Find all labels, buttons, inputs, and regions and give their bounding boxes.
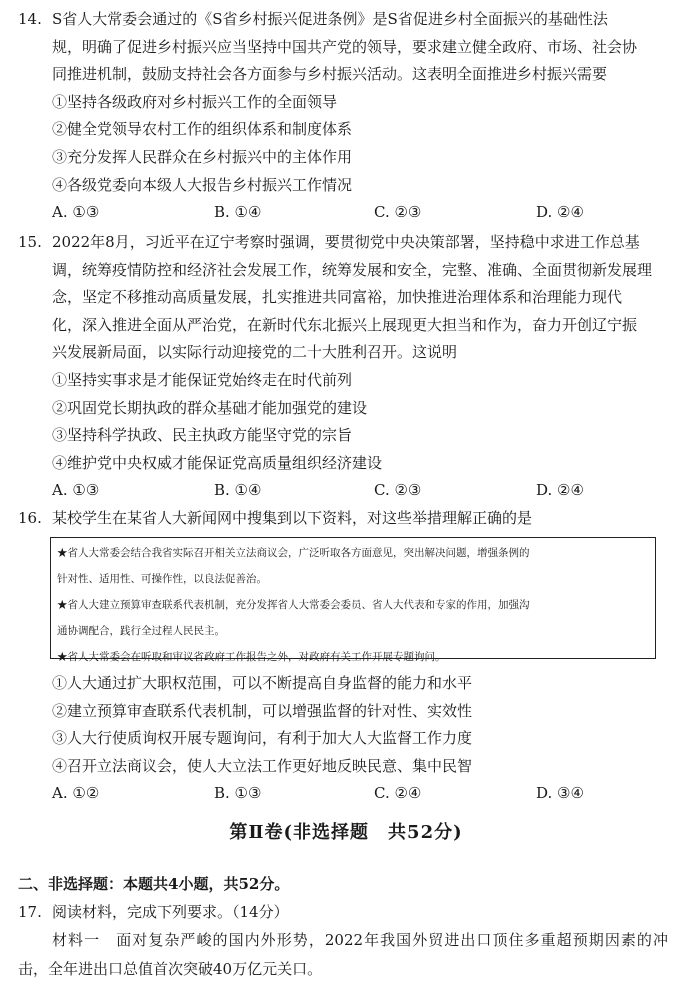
material-box-line: 针对性、适用性、可操作性，以良法促善治。 xyxy=(57,573,267,585)
statement-item: ②巩固党长期执政的群众基础才能加强党的建设 xyxy=(52,398,368,417)
question-17 xyxy=(18,898,668,926)
statement-item: ②建立预算审查联系代表机制，可以增强监督的针对性、实效性 xyxy=(52,701,473,720)
option-a[interactable]: A. ①③ xyxy=(52,203,100,222)
question-number: 14. xyxy=(18,10,42,28)
option-b[interactable]: B. ①④ xyxy=(214,203,262,222)
material-label: 材料一 xyxy=(52,931,101,949)
statement-item: ④维护党中央权威才能保证党高质量组织经济建设 xyxy=(52,453,383,472)
option-d[interactable]: D. ③④ xyxy=(536,784,584,803)
option-d[interactable]: D. ②④ xyxy=(536,203,584,222)
material-box-line: 通协调配合，践行全过程人民民主。 xyxy=(57,625,225,637)
material-one xyxy=(18,926,668,984)
question-number: 16. xyxy=(18,509,42,527)
question-stem: 规，明确了促进乡村振兴应当坚持中国共产党的领导，要求建立健全政府、市场、社会协 xyxy=(52,37,638,56)
option-c[interactable]: C. ②③ xyxy=(374,203,422,222)
material-box-line: ★省人大建立预算审查联系代表机制，充分发挥省人大常委会委员、省人大代表和专家的作用，加强沟 xyxy=(57,599,530,611)
option-d[interactable]: D. ②④ xyxy=(536,481,584,500)
option-c[interactable]: C. ②③ xyxy=(374,481,422,500)
question-stem: S省人大常委会通过的《S省乡村振兴促进条例》是S省促进乡村全面振兴的基础性法 xyxy=(52,10,608,28)
option-b[interactable]: B. ①④ xyxy=(214,481,262,500)
question-16 xyxy=(18,505,668,533)
statement-item: ③充分发挥人民群众在乡村振兴中的主体作用 xyxy=(52,147,353,166)
material-text: 击，全年进出口总值首次突破40万亿元关口。 xyxy=(18,960,323,978)
question-number: 15. xyxy=(18,233,42,251)
material-box xyxy=(50,537,656,663)
question-14 xyxy=(18,6,668,227)
question-stem: 同推进机制，鼓励支持社会各方面参与乡村振兴活动。这表明全面推进乡村振兴需要 xyxy=(52,65,608,84)
option-c[interactable]: C. ②④ xyxy=(374,784,422,803)
option-b[interactable]: B. ①③ xyxy=(214,784,262,803)
statement-item: ②健全党领导农村工作的组织体系和制度体系 xyxy=(52,120,353,139)
material-box-line: ★省人大常委会在听取和审议省政府工作报告之外，对政府有关工作开展专题询问。 xyxy=(57,651,446,663)
statement-item: ①坚持实事求是才能保证党始终走在时代前列 xyxy=(52,370,353,389)
option-a[interactable]: A. ①③ xyxy=(52,481,100,500)
material-box-line: ★省人大常委会结合我省实际召开相关立法商议会，广泛听取各方面意见，突出解决问题，增强条例的 xyxy=(57,547,530,559)
option-a[interactable]: A. ①② xyxy=(52,784,100,803)
question-stem: 调，统筹疫情防控和经济社会发展工作，统筹发展和安全，完整、准确、全面贯彻新发展理 xyxy=(52,260,653,279)
question-15 xyxy=(18,229,668,505)
statement-item: ①人大通过扩大职权范围，可以不断提高自身监督的能力和水平 xyxy=(52,674,473,692)
statement-item: ④召开立法商议会，使人大立法工作更好地反映民意、集中民智 xyxy=(52,756,473,775)
statement-item: ①坚持各级政府对乡村振兴工作的全面领导 xyxy=(52,92,338,111)
question-stem: 化，深入推进全面从严治党，在新时代东北振兴上展现更大担当和作为，奋力开创辽宁振 xyxy=(52,315,638,334)
material-text: 面对复杂严峻的国内外形势，2022年我国外贸进出口顶住多重超预期因素的冲 xyxy=(116,931,668,949)
statement-item: ③坚持科学执政、民主执政方能坚守党的宗旨 xyxy=(52,426,353,445)
question-16-items xyxy=(18,670,668,808)
answer-options xyxy=(18,780,668,808)
answer-options xyxy=(18,199,668,227)
section-title: 第Ⅱ卷(非选择题 共52分) xyxy=(229,822,463,843)
statement-item: ③人大行使质询权开展专题询问，有利于加大人大监督工作力度 xyxy=(52,729,473,748)
question-stem: 念，坚定不移推动高质量发展，扎实推进共同富裕，加快推进治理体系和治理能力现代 xyxy=(52,288,623,307)
question-stem: 某校学生在某省人大新闻网中搜集到以下资料，对这些举措理解正确的是 xyxy=(52,509,533,527)
question-number: 17. xyxy=(18,903,42,921)
statement-item: ④各级党委向本级人大报告乡村振兴工作情况 xyxy=(52,175,353,194)
question-stem: 兴发展新局面，以实际行动迎接党的二十大胜利召开。这说明 xyxy=(52,343,458,362)
answer-options xyxy=(18,477,668,505)
question-stem: 阅读材料，完成下列要求。（14分） xyxy=(52,903,289,921)
section-heading: 二、非选择题：本题共4小题，共52分。 xyxy=(18,875,290,893)
question-stem: 2022年8月，习近平在辽宁考察时强调，要贯彻党中央决策部署，坚持稳中求进工作总基 xyxy=(52,233,640,251)
